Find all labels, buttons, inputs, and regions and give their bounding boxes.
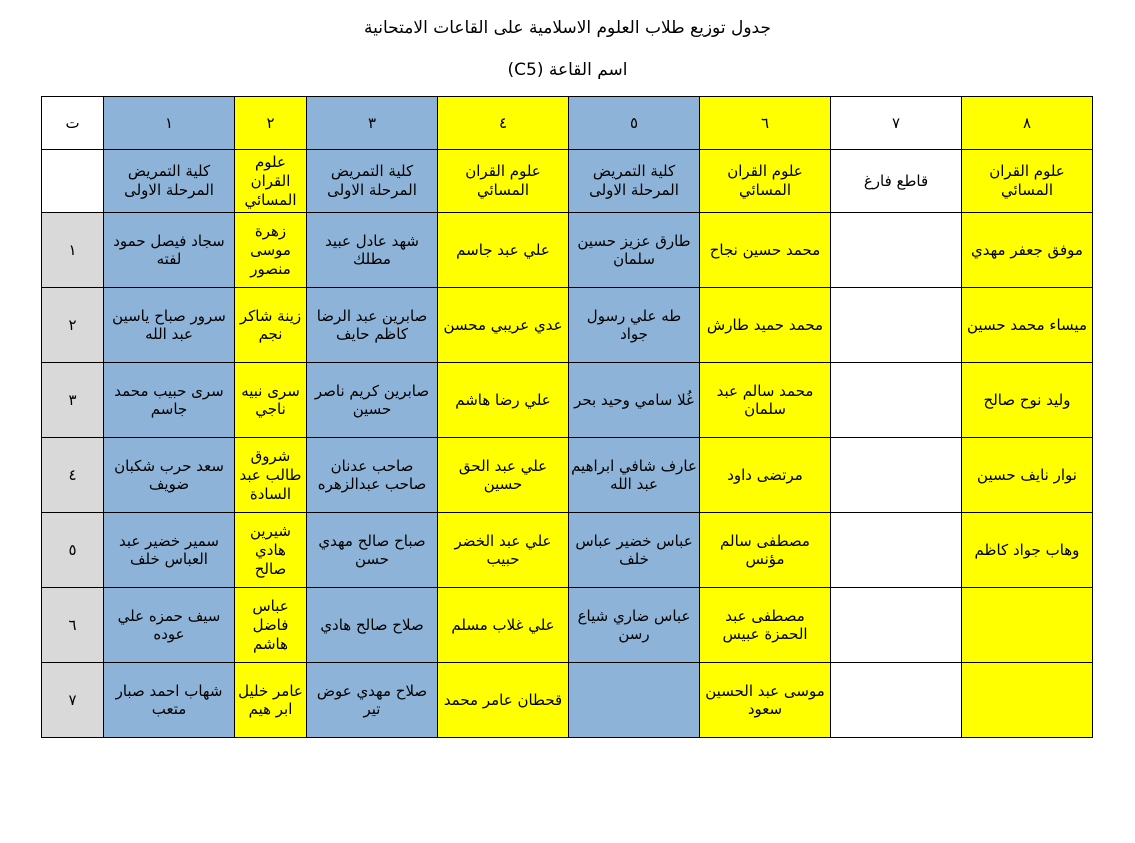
row-sequence-cell: ٧	[42, 663, 104, 738]
student-name-cell: صباح صالح مهدي حسن	[307, 513, 438, 588]
student-name-cell: محمد حسين نجاح	[700, 213, 831, 288]
sequence-subheader-cell	[42, 150, 104, 213]
student-name-cell	[962, 663, 1093, 738]
student-name-cell: طارق عزيز حسين سلمان	[569, 213, 700, 288]
student-name-cell: علي غلاب مسلم	[438, 588, 569, 663]
student-name-cell	[831, 588, 962, 663]
column-number-header: ٣	[307, 97, 438, 150]
table-subheader-row	[42, 150, 1093, 213]
student-name-cell: مرتضى داود	[700, 438, 831, 513]
student-name-cell: ميساء محمد حسين	[962, 288, 1093, 363]
table-row	[42, 588, 1093, 663]
student-name-cell: سرى نبيه ناجي	[235, 363, 307, 438]
student-name-cell: وهاب جواد كاظم	[962, 513, 1093, 588]
sequence-column-header: ت	[42, 97, 104, 150]
table-header-row	[42, 97, 1093, 150]
student-name-cell: سمير خضير عبد العباس خلف	[104, 513, 235, 588]
student-name-cell	[831, 513, 962, 588]
student-name-cell: عباس خضير عباس خلف	[569, 513, 700, 588]
student-name-cell: علي عبد الخضر حبيب	[438, 513, 569, 588]
student-name-cell: غُلا سامي وحيد بحر	[569, 363, 700, 438]
student-name-cell: وليد نوح صالح	[962, 363, 1093, 438]
table-row	[42, 213, 1093, 288]
column-section-label: علوم القران المسائي	[235, 150, 307, 213]
student-name-cell: زينة شاكر نجم	[235, 288, 307, 363]
student-name-cell: مصطفى سالم مؤنس	[700, 513, 831, 588]
student-name-cell: علي عبد الحق حسين	[438, 438, 569, 513]
table-row	[42, 663, 1093, 738]
student-name-cell	[831, 663, 962, 738]
row-sequence-cell: ٥	[42, 513, 104, 588]
student-name-cell: صلاح مهدي عوض تير	[307, 663, 438, 738]
page-title: جدول توزيع طلاب العلوم الاسلامية على القاعات الامتحانية	[364, 18, 771, 38]
student-name-cell: زهرة موسى منصور	[235, 213, 307, 288]
column-number-header: ٤	[438, 97, 569, 150]
student-name-cell: علي رضا هاشم	[438, 363, 569, 438]
student-name-cell: سرور صباح ياسين عبد الله	[104, 288, 235, 363]
student-name-cell: عباس ضاري شياع رسن	[569, 588, 700, 663]
student-name-cell: موفق جعفر مهدي	[962, 213, 1093, 288]
student-name-cell: عارف شافي ابراهيم عبد الله	[569, 438, 700, 513]
column-number-header: ٧	[831, 97, 962, 150]
column-section-label: علوم القران المسائي	[438, 150, 569, 213]
student-name-cell	[831, 213, 962, 288]
table-row	[42, 288, 1093, 363]
column-section-label: قاطع فارغ	[831, 150, 962, 213]
student-name-cell: شهد عادل عبيد مطلك	[307, 213, 438, 288]
student-name-cell: محمد سالم عبد سلمان	[700, 363, 831, 438]
row-sequence-cell: ٣	[42, 363, 104, 438]
student-name-cell: موسى عبد الحسين سعود	[700, 663, 831, 738]
table-row	[42, 513, 1093, 588]
row-sequence-cell: ٦	[42, 588, 104, 663]
student-name-cell	[831, 288, 962, 363]
student-name-cell: صاحب عدنان صاحب عبدالزهره	[307, 438, 438, 513]
student-name-cell	[831, 363, 962, 438]
column-number-header: ٦	[700, 97, 831, 150]
column-number-header: ٥	[569, 97, 700, 150]
student-name-cell: سعد حرب شكبان ضويف	[104, 438, 235, 513]
student-name-cell: نوار نايف حسين	[962, 438, 1093, 513]
table-row	[42, 363, 1093, 438]
student-name-cell	[962, 588, 1093, 663]
student-name-cell: طه علي رسول جواد	[569, 288, 700, 363]
student-name-cell: عباس فاضل هاشم	[235, 588, 307, 663]
column-section-label: علوم القران المسائي	[962, 150, 1093, 213]
column-section-label: كلية التمريض المرحلة الاولى	[307, 150, 438, 213]
student-name-cell: سرى حبيب محمد جاسم	[104, 363, 235, 438]
table-row	[42, 438, 1093, 513]
hall-name-label: اسم القاعة (C5)	[507, 60, 628, 80]
student-name-cell: عامر خليل ابر هيم	[235, 663, 307, 738]
student-name-cell	[831, 438, 962, 513]
student-name-cell: شهاب احمد صبار متعب	[104, 663, 235, 738]
student-name-cell: عدي عريبي محسن	[438, 288, 569, 363]
distribution-table	[41, 96, 1093, 738]
student-name-cell: قحطان عامر محمد	[438, 663, 569, 738]
student-name-cell	[569, 663, 700, 738]
student-name-cell: صابرين عبد الرضا كاظم حايف	[307, 288, 438, 363]
title-block	[0, 0, 1135, 80]
student-name-cell: علي عبد جاسم	[438, 213, 569, 288]
student-name-cell: سجاد فيصل حمود لفته	[104, 213, 235, 288]
table-container	[0, 96, 1135, 738]
student-name-cell: شيرين هادي صالح	[235, 513, 307, 588]
column-section-label: كلية التمريض المرحلة الاولى	[104, 150, 235, 213]
column-number-header: ٢	[235, 97, 307, 150]
column-section-label: علوم القران المسائي	[700, 150, 831, 213]
column-section-label: كلية التمريض المرحلة الاولى	[569, 150, 700, 213]
column-number-header: ٨	[962, 97, 1093, 150]
student-name-cell: شروق طالب عبد السادة	[235, 438, 307, 513]
student-name-cell: مصطفى عبد الحمزة عبيس	[700, 588, 831, 663]
student-name-cell: محمد حميد طارش	[700, 288, 831, 363]
student-name-cell: صلاح صالح هادي	[307, 588, 438, 663]
student-name-cell: صابرين كريم ناصر حسين	[307, 363, 438, 438]
student-name-cell: سيف حمزه علي عوده	[104, 588, 235, 663]
row-sequence-cell: ١	[42, 213, 104, 288]
row-sequence-cell: ٤	[42, 438, 104, 513]
row-sequence-cell: ٢	[42, 288, 104, 363]
column-number-header: ١	[104, 97, 235, 150]
